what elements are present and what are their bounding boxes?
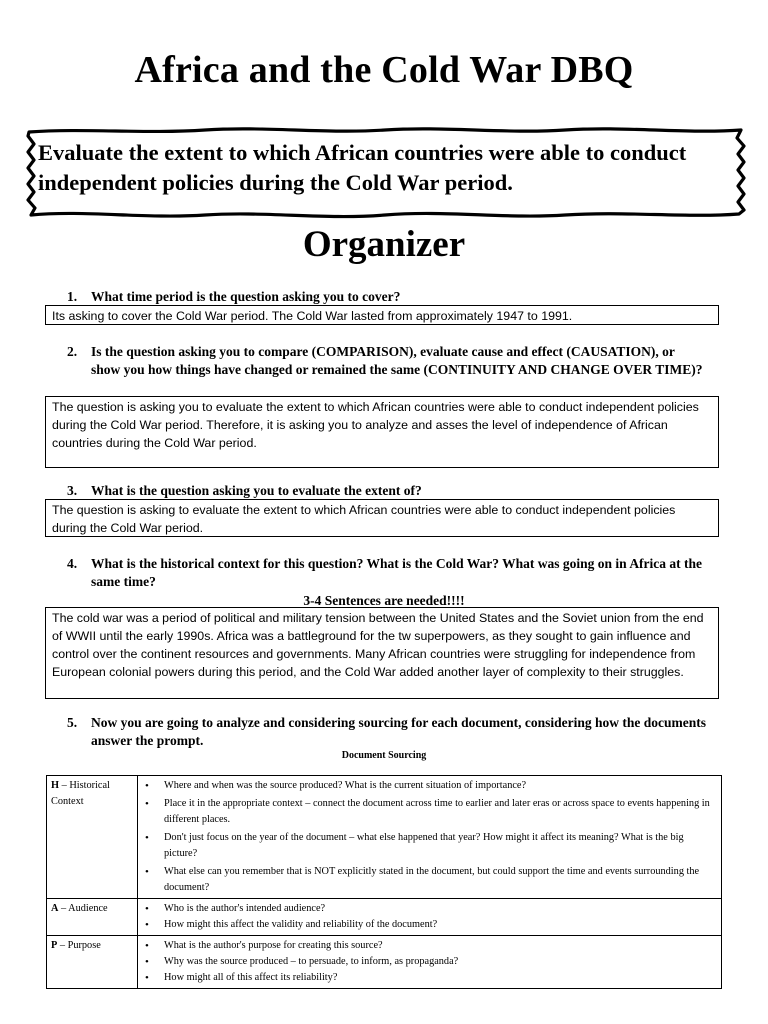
question-text: What is the question asking you to evaluate the extent of? (91, 483, 422, 498)
question-3 (67, 482, 707, 500)
row-label (47, 776, 138, 899)
bullet-item: • What else can you remember that is NOT explicitly stated in the document, but could support the time and events surrounding the document? (164, 864, 717, 896)
question-4 (67, 555, 707, 591)
row-bullets (138, 899, 722, 936)
row-letter: H (51, 780, 60, 791)
question-text: Now you are going to analyze and considering sourcing for each document, considering how the documents answer the prompt. (91, 715, 707, 748)
row-label-text: – Audience (58, 903, 108, 914)
bullet-item: • Where and when was the source produced? What is the current situation of importance? (164, 778, 717, 794)
document-sourcing-title: Document Sourcing (341, 750, 427, 761)
row-letter: A (51, 903, 59, 914)
answer-4[interactable]: The cold war was a period of political and military tension between the United States and the Soviet union from the end of WWII until the early 1990s. Africa was a battleground for the tw superpowers, as they sought to gain influence and control over the continent resources and governments. Many African countries were struggling for independence from European colonial powers during this period, and the Cold War added another layer of complexity to their struggles. (45, 607, 719, 699)
answer-2[interactable]: The question is asking you to evaluate the extent to which African countries were able to conduct independent policies during the Cold War period. Therefore, it is asking you to analyze and asses the level of independence of African countries during the Cold War period. (45, 396, 719, 468)
question-number: 4. (67, 556, 78, 571)
sourcing-table (46, 775, 722, 989)
question-2 (67, 343, 707, 379)
table-row (47, 776, 722, 899)
prompt-box (25, 124, 748, 220)
question-text: Is the question asking you to compare (COMPARISON), evaluate cause and effect (CAUSATION), or show you how things have changed or remained the same (CONTINUITY AND CHANGE OVER TIME)? (91, 344, 703, 377)
question-1 (67, 288, 707, 306)
question-text: What is the historical context for this question? What is the Cold War? What was going on in Africa at the same time? (91, 556, 703, 589)
question-number: 3. (67, 483, 78, 498)
row-label (47, 899, 138, 936)
sentence-requirement-note: 3-4 Sentences are needed!!!! (303, 593, 465, 608)
row-letter: P (51, 940, 58, 951)
bullet-item: • How might all of this affect its reliability? (164, 970, 717, 986)
row-label-text: – Historical Context (51, 780, 110, 807)
row-label (47, 936, 138, 989)
bullet-item: • Don't just focus on the year of the document – what else happened that year? How might it affect its meaning? What is the big picture? (164, 830, 717, 862)
question-text: What time period is the question asking you to cover? (91, 289, 401, 304)
bullet-item: • How might this affect the validity and reliability of the document? (164, 917, 717, 933)
bullet-item: • Place it in the appropriate context – connect the document across time to earlier and later eras or across space to events happening in different places. (164, 796, 717, 828)
row-label-text: – Purpose (57, 940, 101, 951)
table-row (47, 936, 722, 989)
document-title: Africa and the Cold War DBQ (134, 49, 634, 91)
table-row (47, 899, 722, 936)
question-number: 1. (67, 289, 78, 304)
bullet-item: • What is the author's purpose for creating this source? (164, 938, 717, 954)
bullet-item: • Who is the author's intended audience? (164, 901, 717, 917)
organizer-heading: Organizer (302, 224, 466, 265)
question-number: 2. (67, 344, 78, 359)
answer-1[interactable]: Its asking to cover the Cold War period. The Cold War lasted from approximately 1947 to 1991. (45, 305, 719, 325)
prompt-text: Evaluate the extent to which African countries were able to conduct independent policies during the Cold War period. (38, 140, 687, 195)
row-bullets (138, 936, 722, 989)
answer-3[interactable]: The question is asking to evaluate the extent to which African countries were able to conduct independent policies during the Cold War period. (45, 499, 719, 537)
question-number: 5. (67, 715, 78, 730)
question-5 (67, 714, 707, 750)
row-bullets (138, 776, 722, 899)
bullet-item: • Why was the source produced – to persuade, to inform, as propaganda? (164, 954, 717, 970)
